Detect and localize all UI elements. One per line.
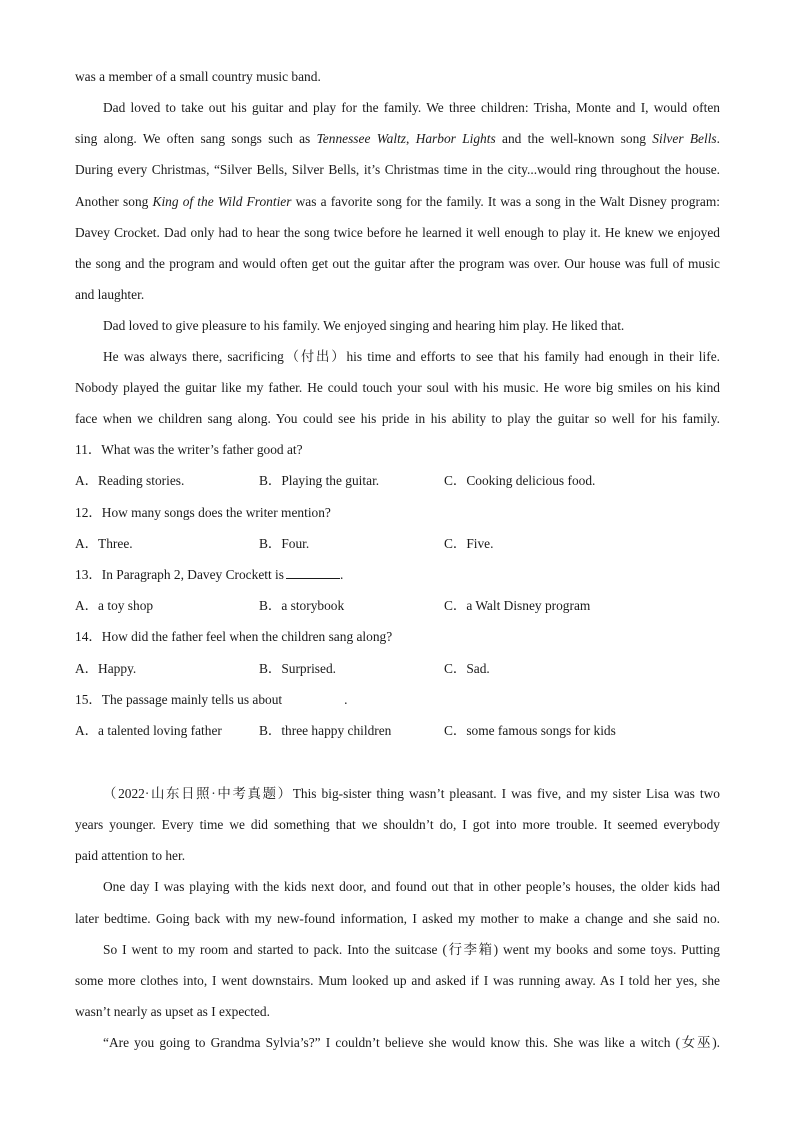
- passage1-line: He was always there, sacrificing（付出）his time and efforts to see that his family had enough in their life.: [103, 349, 720, 364]
- passage2-line: （2022·山东日照·中考真题）This big-sister thing wasn’t pleasant. I was five, and my sister Lisa was two: [103, 786, 720, 801]
- answer-option[interactable]: A．Happy.: [75, 661, 137, 676]
- answer-blank: [286, 567, 340, 579]
- song-title: Silver Bells: [652, 131, 717, 146]
- passage1-line: Davey Crocket. Dad only had to hear the song twice before he learned it well enough to play it. He knew we enjoyed: [75, 225, 720, 240]
- answer-option[interactable]: B．three happy children: [259, 723, 392, 738]
- answer-option[interactable]: A．Reading stories.: [75, 473, 185, 488]
- passage2-line: wasn’t nearly as upset as I expected.: [75, 1004, 270, 1019]
- passage1-line: face when we children sang along. You could see his pride in his ability to play the guitar so well for his family.: [75, 411, 720, 426]
- passage2-line: One day I was playing with the kids next door, and found out that in other people’s houses, the older kids had: [103, 879, 720, 894]
- passage1-line: During every Christmas, “Silver Bells, Silver Bells, it’s Christmas time in the city...would ring throughout the house.: [75, 162, 720, 177]
- song-title: King of the Wild Frontier: [152, 194, 292, 209]
- passage2-line: “Are you going to Grandma Sylvia’s?” I couldn’t believe she would know this. She was like a witch (女巫).: [103, 1035, 720, 1050]
- answer-option[interactable]: C．Sad.: [444, 661, 490, 676]
- passage2-line: paid attention to her.: [75, 848, 186, 863]
- answer-option[interactable]: B．Four.: [259, 536, 310, 551]
- question-stem: 13．In Paragraph 2, Davey Crockett is .: [75, 567, 344, 582]
- song-title: Harbor Lights: [415, 131, 496, 146]
- answer-option[interactable]: B．Surprised.: [259, 661, 336, 676]
- song-title: Tennessee Waltz: [316, 131, 406, 146]
- answer-option[interactable]: A．a talented loving father: [75, 723, 222, 738]
- answer-option[interactable]: A．a toy shop: [75, 598, 154, 613]
- passage1-line: Dad loved to take out his guitar and play for the family. We three children: Trisha, Monte and I, would often: [103, 100, 720, 115]
- passage1-line: Another song King of the Wild Frontier was a favorite song for the family. It was a song in the Walt Disney program:: [75, 194, 721, 209]
- passage2-line: later bedtime. Going back with my new-found information, I asked my mother to make a change and she said no.: [75, 911, 720, 926]
- answer-option[interactable]: C．Cooking delicious food.: [444, 473, 596, 488]
- passage1-line: was a member of a small country music band.: [75, 69, 321, 84]
- passage2-line: years younger. Every time we did something that we shouldn’t do, I got into more trouble. It seemed everybody: [75, 817, 720, 832]
- question-stem: 12．How many songs does the writer mention?: [75, 505, 331, 520]
- answer-option[interactable]: C．some famous songs for kids: [444, 723, 616, 738]
- passage1-line: and laughter.: [75, 287, 145, 302]
- passage1-line: sing along. We often sang songs such as Tennessee Waltz, Harbor Lights and the well-known song Silver Bells.: [75, 131, 720, 146]
- passage2-line: some more clothes into, I went downstairs. Mum looked up and asked if I was running away. As I told her yes, she: [75, 973, 720, 988]
- answer-option[interactable]: C．Five.: [444, 536, 494, 551]
- question-stem: 15．The passage mainly tells us about .: [75, 692, 348, 707]
- passage1-line: the song and the program and would often get out the guitar after the program was over. Our house was full of music: [75, 256, 720, 271]
- passage1-line: Dad loved to give pleasure to his family. We enjoyed singing and hearing him play. He liked that.: [103, 318, 625, 333]
- answer-option[interactable]: B．a storybook: [259, 598, 345, 613]
- answer-option[interactable]: A．Three.: [75, 536, 133, 551]
- answer-option[interactable]: B．Playing the guitar.: [259, 473, 380, 488]
- passage2-line: So I went to my room and started to pack. Into the suitcase (行李箱) went my books and some toys. Putting: [103, 942, 720, 957]
- question-stem: 11．What was the writer’s father good at?: [75, 442, 303, 457]
- passage1-line: Nobody played the guitar like my father. He could touch your soul with his music. He wore big smiles on his kind: [75, 380, 720, 395]
- answer-option[interactable]: C．a Walt Disney program: [444, 598, 591, 613]
- question-stem: 14．How did the father feel when the children sang along?: [75, 629, 393, 644]
